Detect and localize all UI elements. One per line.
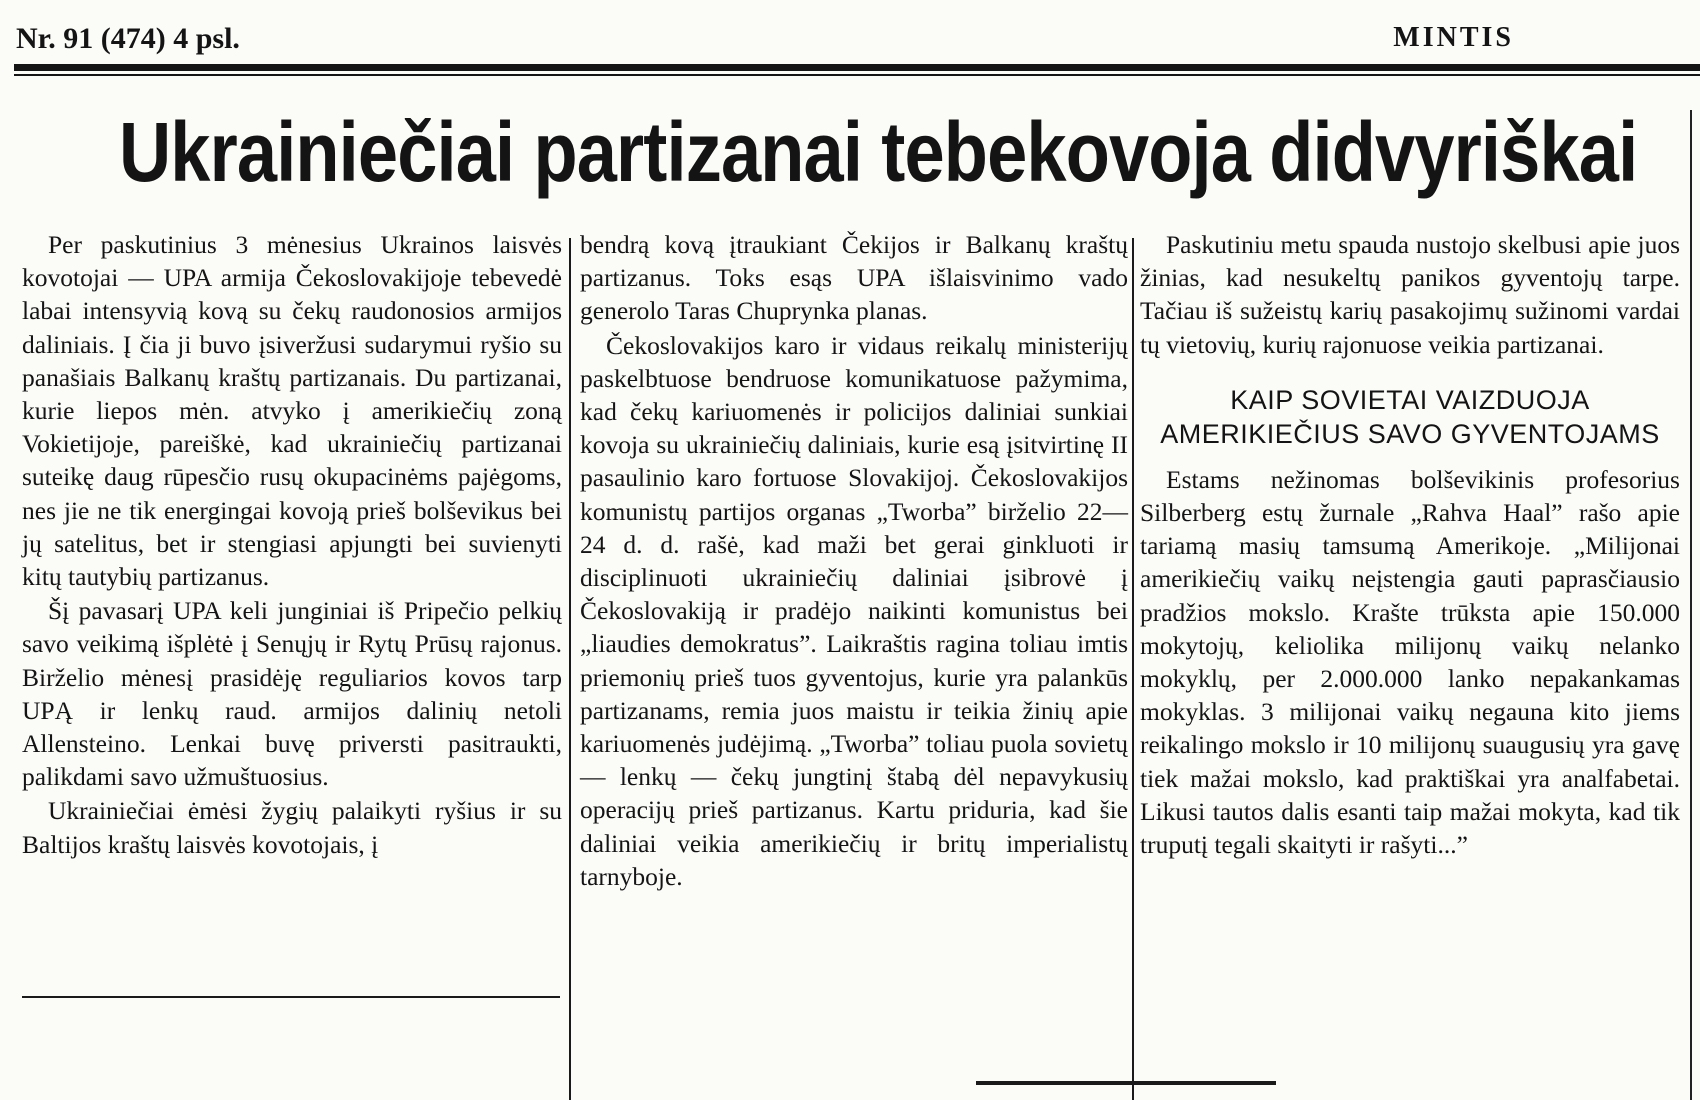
paragraph: Estams nežinomas bolševikinis profesorius Silberberg estų žurnale „Rahva Haal” rašo apie tariamą masių tamsumą Amerikoje. „Milijonai amerikiečių vaikų neįstengia gauti paprasčiausio pradžios mokslo. Krašte trūksta apie 150.000 mokytojų, keliolika milijonų vaikų nelanko mokyklų, per 2.000.000 lanko nepakankamas mokyklas. 3 milijonai vaikų negauna kito jiems reikalingo mokslo ir 10 milijonų suaugusių yra gavę tiek mažai mokslo, kad praktiškai yra analfabetai. Likusi tautos dalis esanti taip mažai mokyta, kad tik truputį tegali skaityti ir rašyti...” <box>1140 464 1680 860</box>
section-subheading: KAIP SOVIETAI VAIZDUOJA AMERIKIEČIUS SAVO GYVENTOJAMS <box>1160 384 1660 449</box>
paragraph: bendrą kovą įtraukiant Čekijos ir Balkanų kraštų partizanus. Toks esąs UPA išlaisvinimo vado generolo Taras Chuprynka planas. <box>580 230 1128 326</box>
masthead-rule-thin <box>14 74 1700 76</box>
article-headline: Ukrainiečiai partizanai tebekovoja didvyriškai <box>119 105 1638 199</box>
page-edge-rule <box>1690 110 1692 1100</box>
column-divider <box>1132 238 1134 1100</box>
issue-number: Nr. 91 (474) 4 psl. <box>16 22 240 55</box>
column-end-rule <box>22 996 560 998</box>
article-end-rule <box>976 1081 1276 1085</box>
paragraph: Šį pavasarį UPA keli junginiai iš Pripečio pelkių savo veikimą išplėtė į Senųjų ir Rytų Prūsų rajonus. Birželio mėnesį prasidėję reguliarios kovos tarp UPĄ ir lenkų raud. armijos dalinių netoli Allensteino. Lenkai buvę priversti pasitraukti, palikdami savo užmuštuosius. <box>22 596 562 792</box>
newspaper-name: MINTIS <box>1393 22 1514 53</box>
masthead-rule-thick <box>14 64 1700 71</box>
paragraph: Ukrainiečiai ėmėsi žygių palaikyti ryšius ir su Baltijos kraštų laisvės kovotojais, į <box>22 796 562 859</box>
paragraph: Čekoslovakijos karo ir vidaus reikalų ministerijų paskelbtuose bendruose komunikatuose pažymima, kad čekų kariuomenės ir policijos daliniai sunkiai kovoja su ukrainiečių daliniais, kurie esą įsitvirtinę II pasaulinio karo fortuose Slovakijoj. Čekoslovakijos komunistų partijos organas „Tworba” birželio 22—24 d. d. rašė, kad maži bet gerai ginkluoti ir disciplinuoti ukrainiečių daliniai įsibrovė į Čekoslovakiją ir pradėjo naikinti komunistus bei „liaudies demokratus”. Laikraštis ragina toliau imtis priemonių prieš tuos gyventojus, kurie yra palankūs partizanams, remia juos maistu ir teikia žinių apie kariuomenės judėjimą. „Tworba” toliau puola sovietų — lenkų — čekų jungtinį štabą dėl nepavykusių operacijų prieš partizanus. Kartu priduria, kad šie daliniai veikia amerikiečių ir britų imperialistų tarnyboje. <box>580 330 1128 891</box>
column-3 <box>1140 228 1680 861</box>
column-2 <box>580 228 1128 893</box>
paragraph: Per paskutinius 3 mėnesius Ukrainos laisvės kovotojai — UPA armija Čekoslovakijoje tebevedė labai intensyvią kovą su čekų raudonosios armijos daliniais. Į čia ji buvo įsiveržusi sudarymui ryšio su panašiais Balkanų kraštų partizanais. Du partizanai, kurie liepos mėn. atvyko į amerikiečių zoną Vokietijoje, pareiškė, kad ukrainiečių partizanai suteikę daug rūpesčio rusų okupacinėms pajėgoms, nes jie ne tik energingai kovoją prieš bolševikus bei jų satelitus, bet ir stengiasi apjungti bei suvienyti kitų tautybių partizanus. <box>22 230 562 592</box>
column-1 <box>22 228 562 861</box>
masthead <box>16 22 1686 62</box>
paragraph: Paskutiniu metu spauda nustojo skelbusi apie juos žinias, kad nesukeltų panikos gyventojų tarpe. Tačiau iš sužeistų karių pasakojimų sužinomi vardai tų vietovių, kurių rajonuose veikia partizanai. <box>1140 230 1680 359</box>
column-divider <box>569 238 571 1100</box>
